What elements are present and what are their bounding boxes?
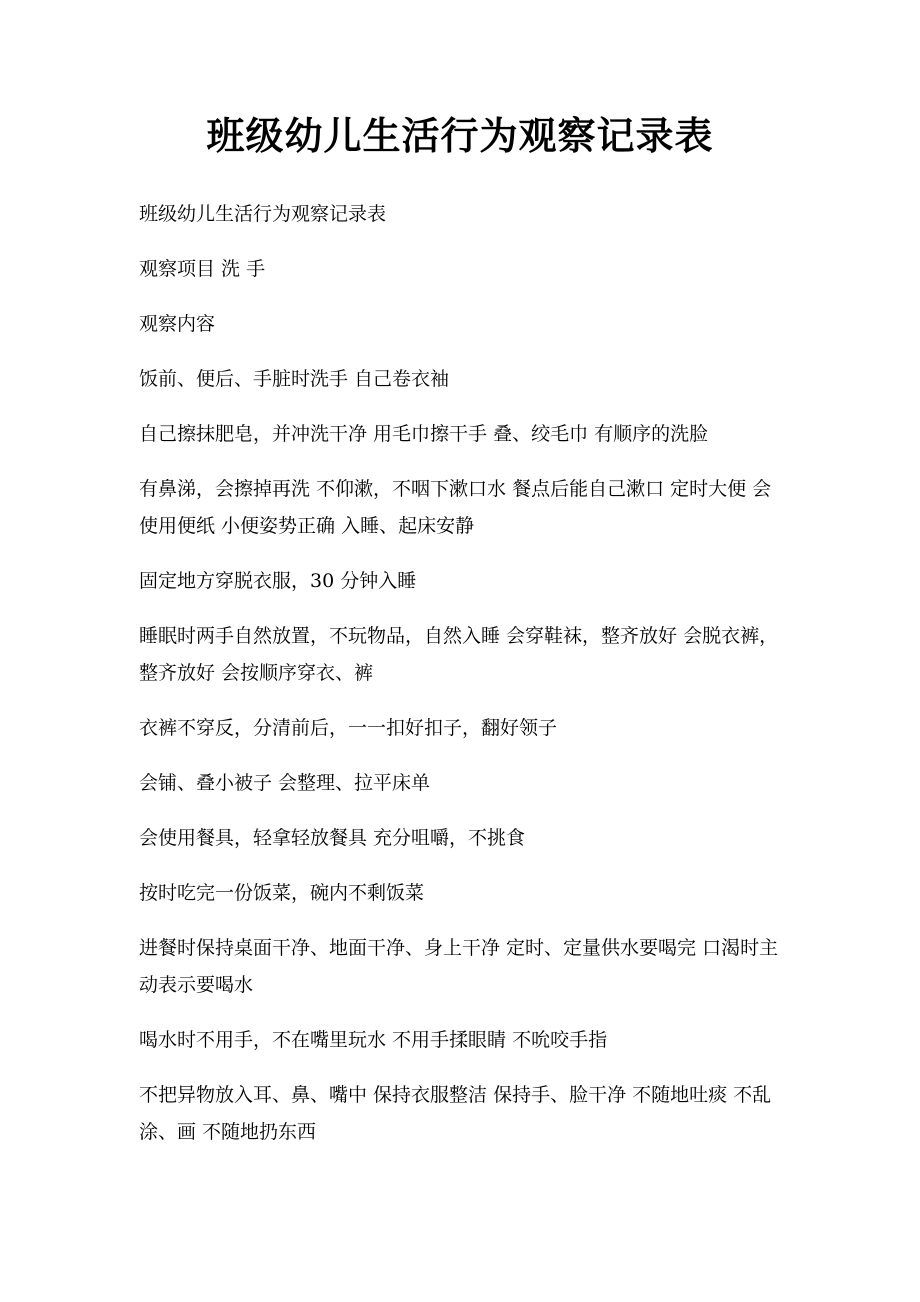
document-title: 班级幼儿生活行为观察记录表 <box>206 113 714 158</box>
paragraph-bedding: 会铺、叠小被子 会整理、拉平床单 <box>139 772 431 794</box>
document-body <box>139 196 789 1169</box>
paragraph-heading-repeat: 班级幼儿生活行为观察记录表 <box>139 203 387 225</box>
paragraph-observation-item: 观察项目 洗 手 <box>139 258 266 280</box>
paragraph-observation-content: 观察内容 <box>139 313 216 335</box>
paragraph-handwash-timing: 饭前、便后、手脏时洗手 自己卷衣袖 <box>139 368 450 390</box>
paragraph-sleep-dressing: 睡眠时两手自然放置，不玩物品，自然入睡 会穿鞋袜，整齐放好 会脱衣裤，整齐放好 会按顺序穿衣、裤 <box>139 625 779 684</box>
paragraph-finish-meal: 按时吃完一份饭菜，碗内不剩饭菜 <box>139 882 425 904</box>
paragraph-soap-towel: 自己擦抹肥皂，并冲洗干净 用毛巾擦干手 叠、绞毛巾 有顺序的洗脸 <box>139 423 709 445</box>
paragraph-water-hands-eyes: 喝水时不用手，不在嘴里玩水 不用手揉眼睛 不吮咬手指 <box>139 1029 608 1051</box>
paragraph-meal-cleanliness-water: 进餐时保持桌面干净、地面干净、身上干净 定时、定量供水要喝完 口渴时主动表示要喝水 <box>139 937 779 996</box>
paragraph-clothes-buttons: 衣裤不穿反，分清前后，一一扣好扣子，翻好领子 <box>139 717 558 739</box>
paragraph-tableware-chewing: 会使用餐具，轻拿轻放餐具 充分咀嚼，不挑食 <box>139 827 526 849</box>
paragraph-hygiene-habits: 不把异物放入耳、鼻、嘴中 保持衣服整洁 保持手、脸干净 不随地吐痰 不乱涂、画 不随地扔东西 <box>139 1084 772 1143</box>
paragraph-nose-rinse-toilet: 有鼻涕，会擦掉再洗 不仰漱，不咽下漱口水 餐点后能自己漱口 定时大便 会使用便纸 小便姿势正确 入睡、起床安静 <box>139 478 772 537</box>
paragraph-undress-sleep: 固定地方穿脱衣服，30 分钟入睡 <box>139 570 417 592</box>
